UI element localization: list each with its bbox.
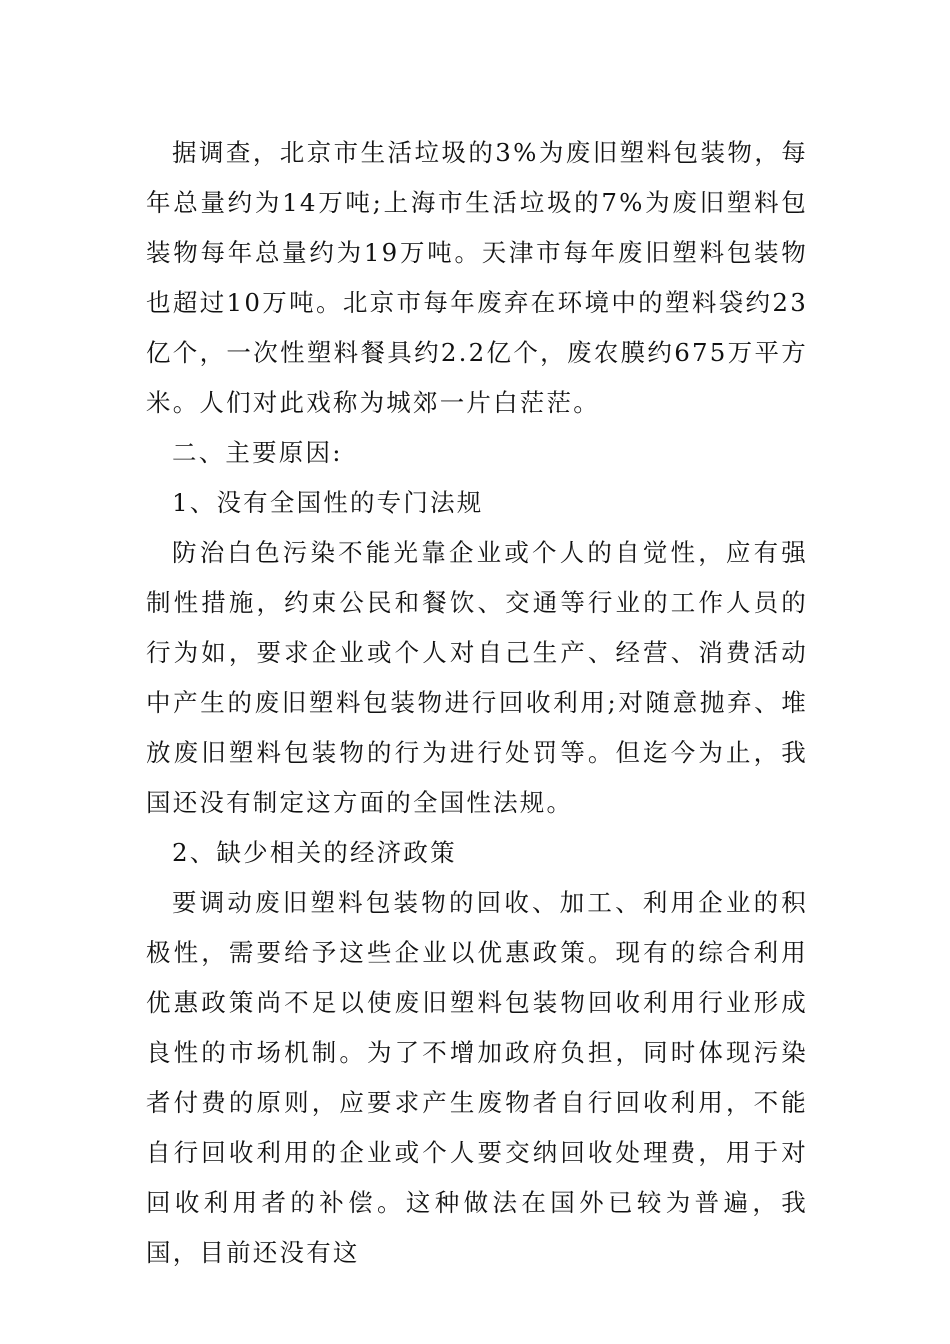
heading-main-causes: 二、主要原因: [172, 438, 343, 467]
paragraph-statistics: 据调查，北京市生活垃圾的3%为废旧塑料包装物，每年总量约为14万吨;上海市生活垃圾的7%为废旧塑料包装物每年总量约为19万吨。天津市每年废旧塑料包装物也超过10万吨。北京市每年废弃在环境中的塑料袋约23亿个，一次性塑料餐具约2.2亿个，废农膜约675万平方米。人们对此戏称为城郊一片白茫茫。 [146, 138, 808, 417]
subheading-no-national-law: 1、没有全国性的专门法规 [172, 488, 484, 517]
document-body [146, 128, 808, 1278]
paragraph-economic-policy: 要调动废旧塑料包装物的回收、加工、利用企业的积极性，需要给予这些企业以优惠政策。现有的综合利用优惠政策尚不足以使废旧塑料包装物回收利用行业形成良性的市场机制。为了不增加政府负担，同时体现污染者付费的原则，应要求产生废物者自行回收利用，不能自行回收利用的企业或个人要交纳回收处理费，用于对回收利用者的补偿。这种做法在国外已较为普遍，我国，目前还没有这 [146, 888, 808, 1267]
subheading-economic-policy: 2、缺少相关的经济政策 [172, 838, 457, 867]
paragraph-no-national-law: 防治白色污染不能光靠企业或个人的自觉性，应有强制性措施，约束公民和餐饮、交通等行业的工作人员的行为如，要求企业或个人对自己生产、经营、消费活动中产生的废旧塑料包装物进行回收利用;对随意抛弃、堆放废旧塑料包装物的行为进行处罚等。但迄今为止，我国还没有制定这方面的全国性法规。 [146, 538, 808, 817]
